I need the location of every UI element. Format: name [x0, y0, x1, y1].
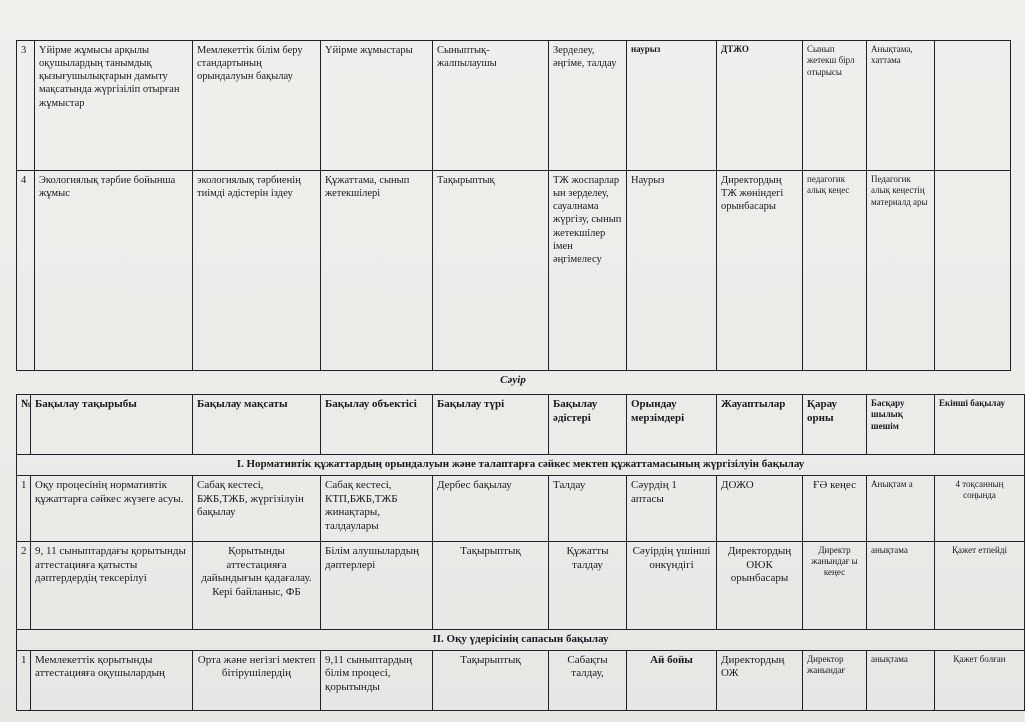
control-method: Талдау — [549, 475, 627, 541]
second-control: 4 тоқсанның соңында — [935, 475, 1025, 541]
control-type: Тақырыптық — [433, 171, 549, 371]
control-type: Дербес бақылау — [433, 475, 549, 541]
control-goal: экологиялық тәрбиенің тиімді әдістерін іздеу — [193, 171, 321, 371]
col-header-topic: Бақылау тақырыбы — [31, 395, 193, 455]
control-goal: Орта және негізгі мектеп бітірушілердің — [193, 650, 321, 710]
header-row — [17, 395, 1025, 455]
col-header-goal: Бақылау мақсаты — [193, 395, 321, 455]
col-header-deadline: Орындау мерзімдері — [627, 395, 717, 455]
responsible: Директордың ОЖ — [717, 650, 803, 710]
responsible: ДОЖО — [717, 475, 803, 541]
control-object: Үйірме жұмыстары — [321, 41, 433, 171]
row-number: 1 — [17, 475, 31, 541]
col-header-method: Бақылау әдістері — [549, 395, 627, 455]
table-row — [17, 41, 1011, 171]
control-goal: Мемлекеттік білім беру стандартының орындалуын бақылау — [193, 41, 321, 171]
col-header-review: Қарау орны — [803, 395, 867, 455]
responsible: Директордың ТЖ жөніндегі орынбасары — [717, 171, 803, 371]
deadline: Сәурдің 1 аптасы — [627, 475, 717, 541]
review-place: ҒӘ кеңес — [803, 475, 867, 541]
control-type: Тақырыптық — [433, 650, 549, 710]
control-method: Құжатты талдау — [549, 541, 627, 629]
control-object: Білім алушылардың дәптерлері — [321, 541, 433, 629]
control-goal: Қорытынды аттестацияға дайындығын қадағалау. Кері байланыс, ФБ — [193, 541, 321, 629]
col-header-responsible: Жауаптылар — [717, 395, 803, 455]
decision: анықтама — [867, 650, 935, 710]
second-control — [935, 41, 1011, 171]
table-row — [17, 541, 1025, 629]
second-control — [935, 171, 1011, 371]
col-header-second: Екінші бақылау — [935, 395, 1025, 455]
section-heading: II. Оқу үдерісінің сапасын бақылау — [17, 629, 1025, 650]
review-place: Директр жанындағ ы кеңес — [803, 541, 867, 629]
control-object: 9,11 сыныптардың білім процесі, қорытынды — [321, 650, 433, 710]
control-object: Сабақ кестесі, КТП,БЖБ,ТЖБ жинақтары, талдаулары — [321, 475, 433, 541]
col-header-type: Бақылау түрі — [433, 395, 549, 455]
control-object: Құжаттама, сынып жетекшілері — [321, 171, 433, 371]
control-type: Тақырыптық — [433, 541, 549, 629]
control-topic: Үйірме жұмысы арқылы оқушылардың танымдық қызығушылықтарын дамыту мақсатында жүргізіліп отырған жұмыстар — [35, 41, 193, 171]
table-row — [17, 475, 1025, 541]
deadline: Сәуірдің үшінші онкүндігі — [627, 541, 717, 629]
review-place: Директор жанындағ — [803, 650, 867, 710]
second-control: Қажет етпейді — [935, 541, 1025, 629]
section-heading: I. Нормативтік құжаттардың орындалуын және талаптарға сәйкес мектеп құжаттамасының жүргізілуін бақылау — [17, 455, 1025, 476]
row-number: 1 — [17, 650, 31, 710]
responsible: Директордың ОЮК орынбасары — [717, 541, 803, 629]
deadline: Ай бойы — [627, 650, 717, 710]
col-header-number: № — [17, 395, 31, 455]
row-number: 2 — [17, 541, 31, 629]
row-number: 4 — [17, 171, 35, 371]
control-topic: Мемлекеттік қорытынды аттестацияға оқушылардың — [31, 650, 193, 710]
col-header-object: Бақылау объектісі — [321, 395, 433, 455]
control-topic: Экологиялық тәрбие бойынша жұмыс — [35, 171, 193, 371]
deadline: наурыз — [627, 41, 717, 171]
row-number: 3 — [17, 41, 35, 171]
decision: Педагогик алық кеңестің материалд ары — [867, 171, 935, 371]
control-method: Сабақты талдау, — [549, 650, 627, 710]
control-type: Сыныптық-жалпылаушы — [433, 41, 549, 171]
table-row — [17, 650, 1025, 710]
responsible: ДТЖО — [717, 41, 803, 171]
review-place: педагогик алық кеңес — [803, 171, 867, 371]
control-method: ТЖ жоспарлар ын зерделеу, сауалнама жүргізу, сынып жетекшілер імен әңгімелесу — [549, 171, 627, 371]
control-topic: 9, 11 сыныптардағы қорытынды аттестацияға қатысты дәптердердің тексерілуі — [31, 541, 193, 629]
second-control: Қажет болған — [935, 650, 1025, 710]
decision: анықтама — [867, 541, 935, 629]
control-method: Зерделеу, әңгіме, талдау — [549, 41, 627, 171]
deadline: Наурыз — [627, 171, 717, 371]
col-header-decision: Басқару шылық шешім — [867, 395, 935, 455]
month-heading: Сәуір — [500, 374, 526, 386]
decision: Анықтам а — [867, 475, 935, 541]
table-row — [17, 171, 1011, 371]
top-table — [16, 40, 1011, 371]
control-topic: Оқу процесінің нормативтік құжаттарға сәйкес жүзеге асуы. — [31, 475, 193, 541]
decision: Анықтама, хаттама — [867, 41, 935, 171]
review-place: Сынып жетекш бірл отырысы — [803, 41, 867, 171]
plan-table — [16, 394, 1025, 711]
control-goal: Сабақ кестесі, БЖБ,ТЖБ, жүргізілуін бақылау — [193, 475, 321, 541]
